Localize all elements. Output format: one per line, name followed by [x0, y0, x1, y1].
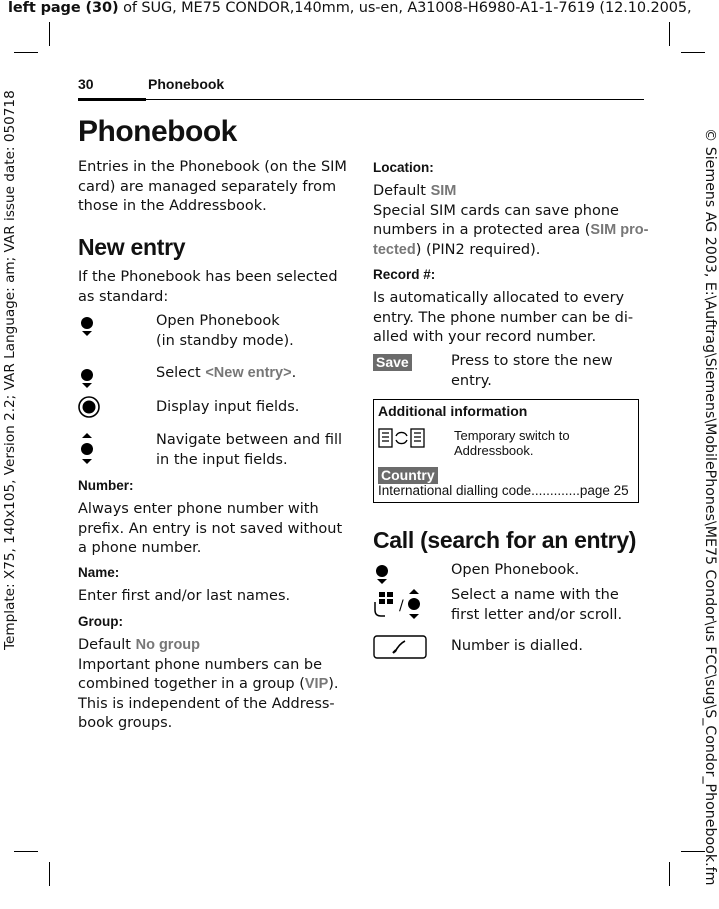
group-label: Group: — [78, 614, 123, 629]
number-text: Always enter phone number with prefix. An entry is not saved without a phone number. — [78, 501, 343, 556]
name-text: Enter first and/or last names. — [78, 588, 291, 604]
crop-mark — [669, 862, 670, 886]
joystick-updown-icon — [78, 433, 96, 465]
page-number: 30 — [78, 76, 94, 92]
joystick-down-icon — [78, 369, 96, 389]
record-text: Is automatically allocated to every entry. The phone number can be di- alled with your record number. — [373, 290, 634, 345]
joystick-down-icon — [78, 317, 96, 337]
joystick-center-icon — [78, 396, 100, 418]
call-step-dial: Number is dialled. — [451, 638, 583, 654]
info-box-title: Additional information — [378, 403, 528, 419]
step-open-phonebook: Open Phonebook (in standby mode). — [156, 313, 294, 349]
call-step-select: Select a name with the first letter and/or scroll. — [451, 587, 623, 623]
crop-mark — [49, 862, 50, 886]
copyright-path: © Siemens AG 2003, E:\Auftrag\Siemens\MobilePhones\ME75 Condor\us FCC\sug\S_Condor_Phonebook.fm — [702, 128, 718, 886]
location-text: Default SIM Special SIM cards can save phone numbers in a protected area (SIM pro- tected) (PIN2 required). — [373, 183, 649, 258]
crop-mark — [49, 22, 50, 46]
call-key-icon — [373, 635, 427, 659]
step-select-new-entry: Select <New entry>. — [156, 365, 297, 381]
location-label: Location: — [373, 160, 434, 175]
svg-text:/: / — [399, 598, 404, 614]
switch-keys-icon — [378, 427, 426, 449]
step-display-fields: Display input fields. — [156, 399, 300, 415]
record-label: Record #: — [373, 267, 436, 282]
save-softkey: Save — [373, 352, 412, 371]
page-title: Phonebook — [78, 115, 237, 148]
crop-mark — [681, 52, 705, 53]
name-label: Name: — [78, 565, 120, 580]
group-text: Default No group Important phone numbers can be combined together in a group (VIP). This is independent of the Address- book groups. — [78, 637, 339, 731]
keypad-scroll-icon — [373, 588, 429, 620]
crop-mark — [14, 52, 38, 53]
number-label: Number: — [78, 478, 134, 493]
info-box-description: Temporary switch to Addressbook. — [454, 428, 570, 458]
print-info-line: left page (30) of SUG, ME75 CONDOR,140mm, us-en, A31008-H6980-A1-1-7619 (12.10.2005, — [8, 0, 692, 16]
header-rule — [78, 99, 644, 100]
country-softkey: Country — [378, 465, 438, 484]
new-entry-text: If the Phonebook has been selected as standard: — [78, 269, 338, 305]
crop-mark — [669, 22, 670, 46]
step-navigate-fields: Navigate between and fill in the input fields. — [156, 432, 343, 468]
additional-info-box — [373, 399, 639, 503]
template-info: Template: X75, 140x105, Version 2.2; VAR Language: am; VAR issue date: 050718 — [2, 90, 18, 650]
save-text: Press to store the new entry. — [451, 353, 613, 389]
new-entry-heading: New entry — [78, 234, 186, 260]
info-box-page-ref: International dialling code.............page 25 — [378, 483, 629, 498]
joystick-down-icon — [373, 565, 391, 585]
call-step-open: Open Phonebook. — [451, 562, 580, 578]
intro-paragraph: Entries in the Phonebook (on the SIM card) are managed separately from those in the Addressbook. — [78, 159, 347, 214]
header-rule-accent — [78, 98, 146, 101]
running-header: Phonebook — [148, 76, 225, 92]
call-heading: Call (search for an entry) — [373, 527, 637, 553]
crop-mark — [14, 851, 38, 852]
